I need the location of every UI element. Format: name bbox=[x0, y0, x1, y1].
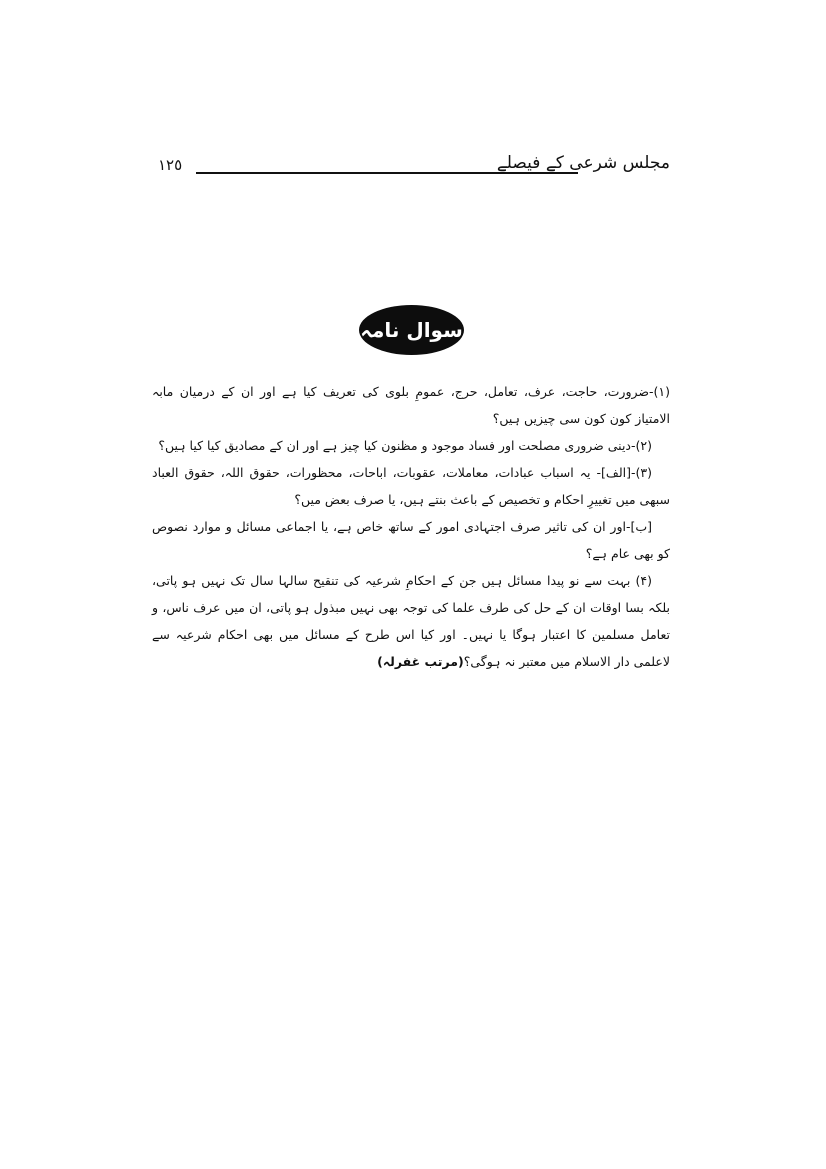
question-2: (۲)-دینی ضروری مصلحت اور فساد موجود و مظنون کیا چیز ہے اور ان کے مصادیق کیا کیا ہیں؟ bbox=[158, 438, 652, 453]
questionnaire-body bbox=[152, 378, 670, 675]
page-number: ١٢٥ bbox=[158, 156, 183, 174]
question-1: (۱)-ضرورت، حاجت، عرف، تعامل، حرج، عمومِ بلوی کی تعریف کیا ہے اور ان کے درمیان مابہ الامتیاز کون کون سی چیزیں ہیں؟ bbox=[152, 384, 670, 426]
question-4 bbox=[152, 567, 670, 675]
section-heading: سوال نامہ bbox=[360, 318, 463, 342]
question-3b: [ب]-اور ان کی تاثیر صرف اجتہادی امور کے ساتھ خاص ہے، یا اجماعی مسائل و موارد نصوص کو بھی عام ہے؟ bbox=[152, 519, 670, 561]
section-heading-badge bbox=[359, 305, 464, 355]
question-4-text: (۴) بہت سے نو پیدا مسائل ہیں جن کے احکامِ شرعیہ کی تنقیح سالہا سال تک نہیں ہو پاتی، بلکہ بسا اوقات ان کے حل کی طرف علما کی توجہ بھی نہیں مبذول ہو پاتی، ان میں عرف ناس، و تعامل مسلمین کا اعتبار ہوگا یا نہیں۔ اور کیا اس طرح کے مسائل میں بھی احکام شرعیہ سے لاعلمی دار الاسلام میں معتبر نہ ہوگی؟ bbox=[152, 573, 670, 669]
header-rule bbox=[196, 172, 578, 174]
compiler-credit: (مرتب غفرلہ) bbox=[377, 654, 464, 669]
book-title: مجلس شرعی کے فیصلے bbox=[496, 153, 670, 173]
running-header bbox=[158, 150, 670, 180]
question-3a: (۳)-[الف]- یہ اسباب عبادات، معاملات، عقوبات، اباحات، محظورات، حقوق اللہ، حقوق العباد سبھی میں تغییرِ احکام و تخصیص کے باعث بنتے ہیں، یا صرف بعض میں؟ bbox=[152, 465, 670, 507]
